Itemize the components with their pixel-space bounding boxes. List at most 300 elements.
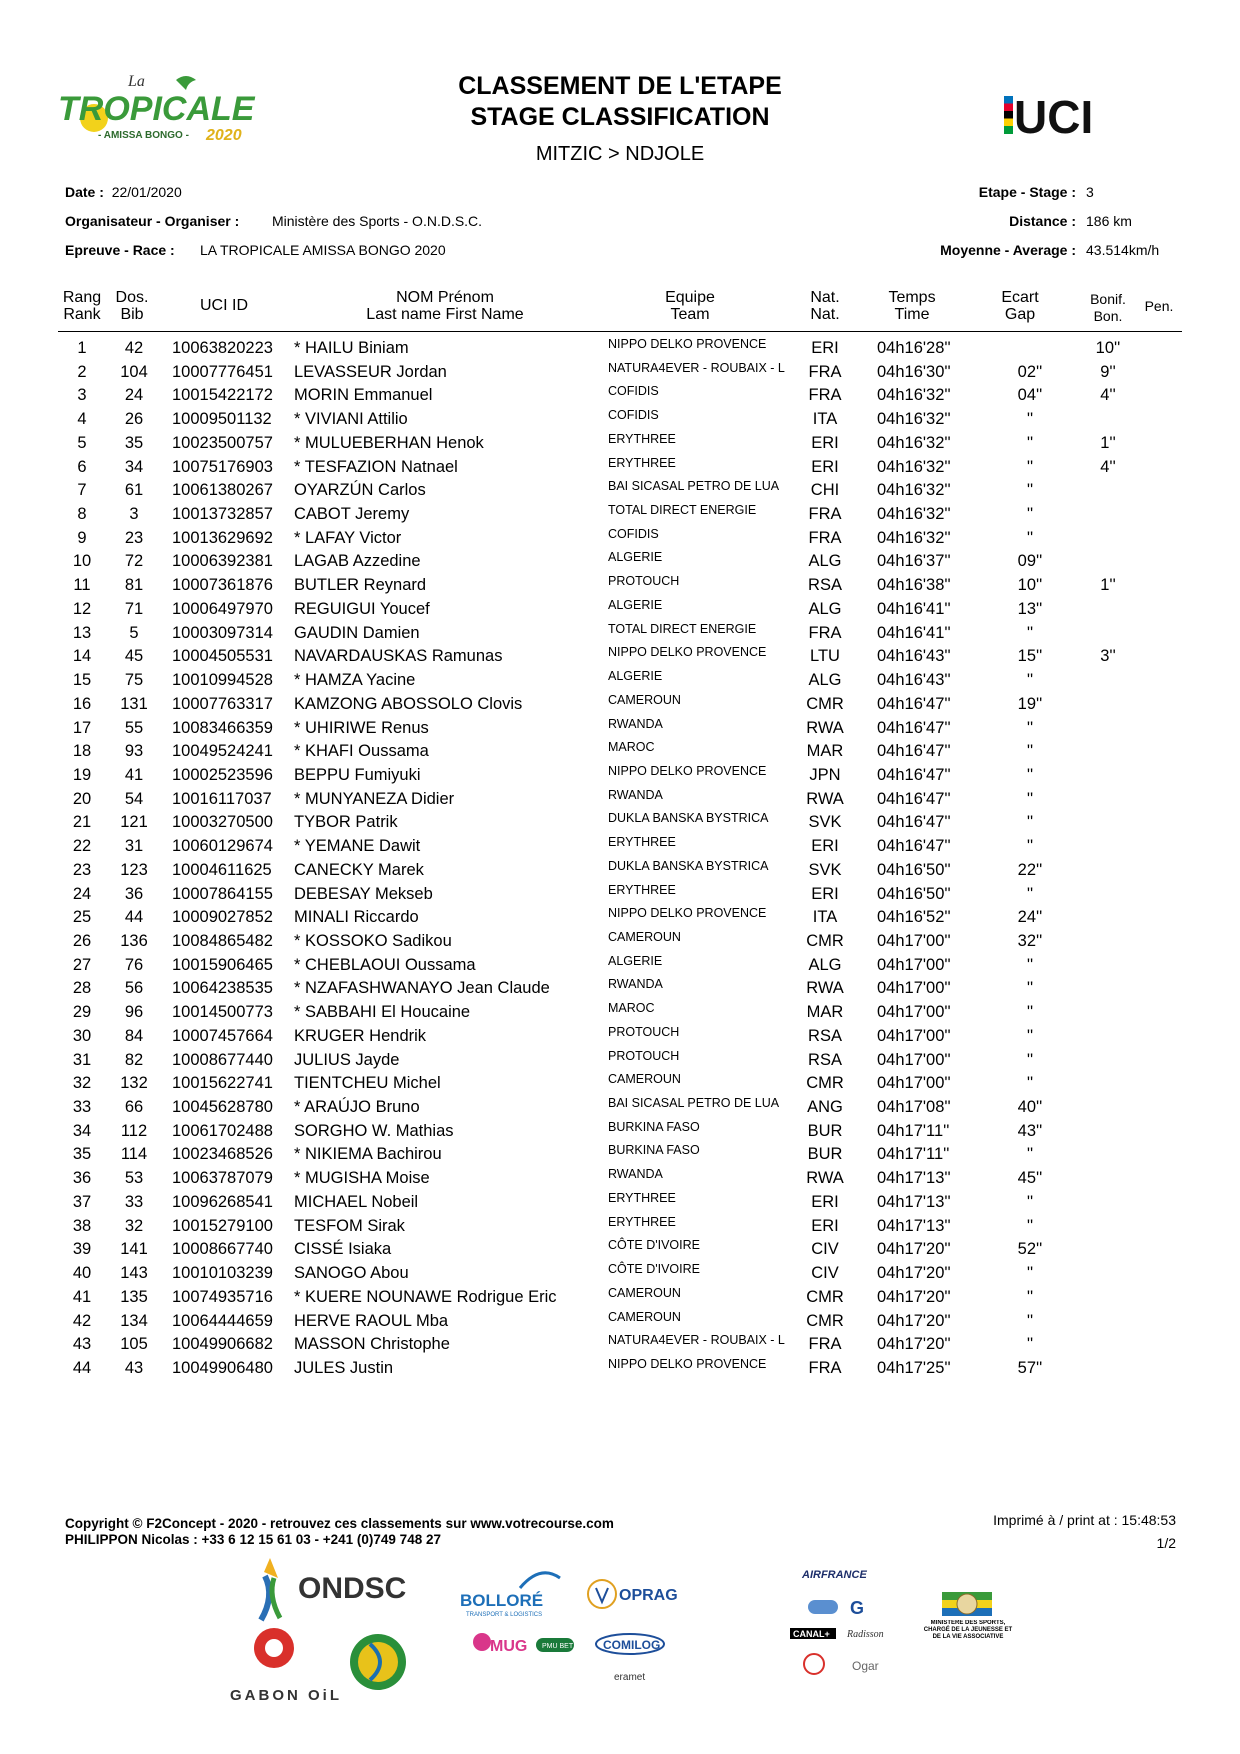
cell-team: TOTAL DIRECT ENERGIE bbox=[608, 503, 757, 518]
cell-rank: 33 bbox=[72, 1098, 92, 1117]
cell-uci: 10007864155 bbox=[172, 884, 273, 903]
cell-team: PROTOUCH bbox=[608, 574, 680, 589]
cell-rank: 12 bbox=[72, 599, 92, 618]
svg-text:CANAL+: CANAL+ bbox=[793, 1629, 830, 1639]
cell-name: * KOSSOKO Sadikou bbox=[294, 932, 452, 950]
cell-team: ERYTHREE bbox=[608, 431, 676, 446]
table-row bbox=[0, 358, 1240, 385]
cell-name: * VIVIANI Attilio bbox=[294, 410, 408, 429]
cell-time: 04h17'00'' bbox=[877, 1003, 951, 1022]
cell-bib: 44 bbox=[124, 908, 144, 927]
cell-name: * HAMZA Yacine bbox=[294, 671, 416, 690]
cell-name: * YEMANE Dawit bbox=[294, 837, 421, 856]
stage-value: 3 bbox=[1086, 184, 1094, 200]
gabon-oil-logo bbox=[230, 1628, 406, 1704]
cell-name: * MUNYANEZA Didier bbox=[294, 789, 455, 808]
cell-rank: 20 bbox=[72, 789, 92, 808]
cell-uci: 10007361876 bbox=[172, 576, 273, 595]
cell-rank: 42 bbox=[72, 1311, 92, 1330]
table-row bbox=[0, 500, 1240, 527]
svg-text:MUG: MUG bbox=[490, 1638, 528, 1655]
cell-bib: 34 bbox=[124, 457, 144, 476]
cell-time: 04h17'13'' bbox=[877, 1169, 951, 1188]
svg-text:Radisson: Radisson bbox=[847, 1629, 884, 1640]
cell-gap: '' bbox=[1026, 1003, 1034, 1022]
cell-bib: 134 bbox=[120, 1311, 148, 1330]
cell-gap: '' bbox=[1026, 1264, 1034, 1283]
cell-bib: 121 bbox=[120, 813, 148, 832]
cell-gap: '' bbox=[1026, 1074, 1034, 1093]
cell-gap: '' bbox=[1026, 433, 1034, 452]
cell-uci: 10064444659 bbox=[172, 1311, 273, 1330]
average-value: 43.514km/h bbox=[1086, 242, 1160, 258]
cell-uci: 10023500757 bbox=[172, 433, 273, 452]
svg-text:2020: 2020 bbox=[206, 127, 242, 144]
cell-time: 04h16'32'' bbox=[877, 457, 951, 476]
cell-bib: 105 bbox=[120, 1335, 148, 1354]
cell-team: BAI SICASAL PETRO DE LUA bbox=[608, 1096, 780, 1111]
cell-rank: 22 bbox=[72, 837, 92, 856]
cell-rank: 11 bbox=[73, 576, 91, 595]
cell-time: 04h17'13'' bbox=[877, 1216, 951, 1235]
cell-nat: ALG bbox=[808, 552, 842, 571]
cell-nat: LTU bbox=[810, 647, 840, 666]
cell-nat: ITA bbox=[812, 410, 838, 429]
cell-rank: 14 bbox=[72, 647, 92, 666]
cell-uci: 10015279100 bbox=[172, 1216, 273, 1235]
cell-uci: 10009027852 bbox=[172, 908, 273, 927]
table-row bbox=[0, 1164, 1240, 1191]
cell-gap: '' bbox=[1026, 813, 1034, 832]
cell-time: 04h17'20'' bbox=[877, 1335, 951, 1354]
cell-name: CABOT Jeremy bbox=[294, 505, 410, 524]
cell-uci: 10075176903 bbox=[172, 457, 273, 476]
cell-rank: 4 bbox=[77, 410, 87, 429]
cell-rank: 16 bbox=[72, 694, 92, 713]
cell-bib: 5 bbox=[129, 623, 139, 642]
cell-name: OYARZÚN Carlos bbox=[294, 481, 426, 500]
table-row bbox=[0, 1259, 1240, 1286]
cell-name: * MULUEBERHAN Henok bbox=[294, 433, 484, 452]
cell-time: 04h17'00'' bbox=[877, 1050, 951, 1069]
cell-nat: RWA bbox=[806, 789, 844, 808]
cell-team: ERYTHREE bbox=[608, 882, 676, 897]
cell-time: 04h16'38'' bbox=[877, 576, 951, 595]
mug-logo bbox=[473, 1633, 574, 1655]
cell-bon: 3'' bbox=[1100, 647, 1116, 666]
table-row bbox=[0, 1069, 1240, 1096]
cell-name: JULIUS Jayde bbox=[294, 1050, 400, 1069]
cell-time: 04h16'32'' bbox=[877, 433, 951, 452]
table-row bbox=[0, 1307, 1240, 1334]
cell-time: 04h16'47'' bbox=[877, 742, 951, 761]
table-row bbox=[0, 761, 1240, 788]
table-row bbox=[0, 334, 1240, 361]
table-row bbox=[0, 666, 1240, 693]
cell-name: TESFOM Sirak bbox=[294, 1216, 405, 1235]
cell-gap: 22'' bbox=[1017, 860, 1043, 879]
cell-name: KAMZONG ABOSSOLO Clovis bbox=[294, 694, 523, 713]
cell-name: * KHAFI Oussama bbox=[294, 742, 429, 761]
col-team-header: Equipe Team bbox=[665, 289, 715, 323]
cell-team: MAROC bbox=[608, 740, 655, 755]
cell-rank: 36 bbox=[72, 1169, 92, 1188]
cell-uci: 10009501132 bbox=[172, 410, 272, 429]
table-row bbox=[0, 714, 1240, 741]
svg-text:Ogar: Ogar bbox=[852, 1659, 879, 1673]
cell-team: CAMEROUN bbox=[608, 692, 681, 707]
cell-uci: 10015622741 bbox=[172, 1074, 273, 1093]
cell-rank: 29 bbox=[72, 1003, 92, 1022]
cell-nat: MAR bbox=[806, 1003, 844, 1022]
cell-time: 04h16'43'' bbox=[877, 671, 951, 690]
cell-nat: SVK bbox=[808, 813, 842, 832]
cell-time: 04h16'41'' bbox=[877, 599, 951, 618]
cell-team: RWANDA bbox=[608, 977, 663, 992]
cell-rank: 31 bbox=[72, 1050, 92, 1069]
cell-gap: '' bbox=[1026, 1287, 1034, 1306]
table-row bbox=[0, 951, 1240, 978]
ondsc-logo bbox=[261, 1558, 406, 1620]
cell-bib: 135 bbox=[120, 1287, 148, 1306]
cell-time: 04h17'11'' bbox=[877, 1145, 950, 1164]
cell-time: 04h17'13'' bbox=[877, 1192, 951, 1211]
cell-name: TIENTCHEU Michel bbox=[294, 1074, 441, 1093]
cell-nat: CMR bbox=[806, 694, 844, 713]
cell-time: 04h16'30'' bbox=[877, 362, 951, 381]
cell-time: 04h16'47'' bbox=[877, 718, 951, 737]
cell-uci: 10010994528 bbox=[172, 671, 273, 690]
cell-name: NAVARDAUSKAS Ramunas bbox=[294, 647, 503, 666]
cell-name: HERVE RAOUL Mba bbox=[294, 1311, 449, 1330]
cell-team: TOTAL DIRECT ENERGIE bbox=[608, 621, 757, 636]
table-row bbox=[0, 1235, 1240, 1262]
cell-time: 04h17'20'' bbox=[877, 1287, 951, 1306]
table-row bbox=[0, 1330, 1240, 1357]
cell-team: NIPPO DELKO PROVENCE bbox=[608, 337, 767, 351]
table-row bbox=[0, 903, 1240, 930]
cell-nat: ALG bbox=[808, 671, 842, 690]
cell-name: SANOGO Abou bbox=[294, 1264, 409, 1283]
cell-time: 04h16'47'' bbox=[877, 837, 951, 856]
cell-uci: 10016117037 bbox=[172, 789, 272, 808]
cell-nat: RWA bbox=[806, 979, 844, 998]
cell-name: TYBOR Patrik bbox=[294, 813, 398, 832]
cell-team: CAMEROUN bbox=[608, 1309, 681, 1324]
table-row bbox=[0, 1283, 1240, 1310]
col-name-header: NOM Prénom Last name First Name bbox=[366, 289, 524, 323]
cell-team: COFIDIS bbox=[608, 408, 659, 423]
cell-nat: RSA bbox=[808, 576, 842, 595]
cell-uci: 10010103239 bbox=[172, 1264, 273, 1283]
cell-rank: 23 bbox=[72, 860, 92, 879]
cell-rank: 18 bbox=[72, 742, 92, 761]
cell-nat: JPN bbox=[809, 765, 841, 784]
svg-text:AIRFRANCE: AIRFRANCE bbox=[802, 1569, 867, 1581]
cell-nat: FRA bbox=[808, 1358, 842, 1377]
cell-gap: '' bbox=[1026, 1216, 1034, 1235]
cell-bib: 45 bbox=[124, 647, 144, 666]
cell-time: 04h16'28'' bbox=[877, 339, 951, 357]
cell-team: CÔTE D'IVOIRE bbox=[608, 1238, 700, 1253]
svg-text:UCI: UCI bbox=[1014, 94, 1094, 136]
cell-nat: CMR bbox=[806, 932, 844, 950]
cell-uci: 10006392381 bbox=[172, 552, 273, 571]
cell-team: CÔTE D'IVOIRE bbox=[608, 1262, 700, 1277]
cell-time: 04h16'47'' bbox=[877, 813, 951, 832]
cell-bib: 24 bbox=[124, 386, 144, 405]
table-row bbox=[0, 571, 1240, 598]
cell-nat: CIV bbox=[811, 1240, 839, 1259]
comilog-logo bbox=[596, 1634, 664, 1683]
cell-name: MASSON Christophe bbox=[294, 1335, 450, 1354]
cell-rank: 17 bbox=[72, 718, 92, 737]
table-row bbox=[0, 808, 1240, 835]
cell-nat: ERI bbox=[811, 1216, 839, 1235]
svg-text:TRANSPORT & LOGISTICS: TRANSPORT & LOGISTICS bbox=[466, 1612, 543, 1618]
cell-nat: ALG bbox=[808, 599, 842, 618]
cell-nat: FRA bbox=[808, 505, 842, 524]
cell-gap: '' bbox=[1026, 765, 1034, 784]
cell-rank: 34 bbox=[72, 1121, 92, 1140]
cell-rank: 30 bbox=[72, 1026, 92, 1045]
table-row bbox=[0, 832, 1240, 859]
table-row bbox=[0, 880, 1240, 907]
table-row bbox=[0, 927, 1240, 954]
cell-gap: 09'' bbox=[1017, 552, 1043, 571]
cell-rank: 40 bbox=[72, 1264, 92, 1283]
cell-rank: 27 bbox=[72, 955, 92, 974]
cell-nat: FRA bbox=[808, 1335, 842, 1354]
cell-team: MAROC bbox=[608, 1001, 655, 1016]
cell-bib: 93 bbox=[124, 742, 144, 761]
cell-bib: 84 bbox=[124, 1026, 144, 1045]
cell-time: 04h17'25'' bbox=[877, 1358, 951, 1377]
cell-time: 04h16'32'' bbox=[877, 410, 951, 429]
cell-nat: FRA bbox=[808, 362, 842, 381]
organiser-value: Ministère des Sports - O.N.D.S.C. bbox=[272, 213, 483, 229]
cell-team: ERYTHREE bbox=[608, 835, 676, 850]
cell-rank: 26 bbox=[72, 932, 92, 950]
cell-name: MINALI Riccardo bbox=[294, 908, 419, 927]
cell-uci: 10049906682 bbox=[172, 1335, 273, 1354]
cell-uci: 10007457664 bbox=[172, 1026, 273, 1045]
cell-name: DEBESAY Mekseb bbox=[294, 884, 433, 903]
table-row bbox=[0, 1354, 1240, 1381]
table-row bbox=[0, 405, 1240, 432]
cell-bib: 55 bbox=[124, 718, 144, 737]
tropicale-logo bbox=[58, 72, 276, 150]
cell-gap: 13'' bbox=[1017, 599, 1043, 618]
cell-team: BAI SICASAL PETRO DE LUA bbox=[608, 479, 780, 494]
race-field: Epreuve - Race : bbox=[65, 242, 175, 258]
cell-nat: ANG bbox=[807, 1098, 843, 1117]
cell-team: ALGERIE bbox=[608, 597, 663, 612]
cell-name: * LAFAY Victor bbox=[294, 528, 402, 547]
cell-gap: '' bbox=[1026, 1145, 1034, 1164]
cell-bib: 42 bbox=[124, 339, 144, 357]
cell-gap: '' bbox=[1026, 884, 1034, 903]
cell-name: GAUDIN Damien bbox=[294, 623, 420, 642]
cell-time: 04h17'00'' bbox=[877, 932, 951, 950]
table-row bbox=[0, 1188, 1240, 1215]
cell-uci: 10006497970 bbox=[172, 599, 273, 618]
cell-rank: 13 bbox=[72, 623, 92, 642]
cell-name: * UHIRIWE Renus bbox=[294, 718, 429, 737]
cell-bib: 35 bbox=[124, 433, 144, 452]
col-bib-header: Dos. Bib bbox=[115, 289, 149, 323]
cell-uci: 10003270500 bbox=[172, 813, 273, 832]
cell-gap: '' bbox=[1026, 1026, 1034, 1045]
cell-rank: 41 bbox=[72, 1287, 92, 1306]
organiser-field: Organisateur - Organiser : bbox=[65, 213, 240, 229]
title-en: STAGE CLASSIFICATION bbox=[470, 103, 770, 131]
svg-text:ONDSC: ONDSC bbox=[298, 1572, 407, 1605]
cell-nat: MAR bbox=[806, 742, 844, 761]
cell-gap: '' bbox=[1026, 955, 1034, 974]
cell-rank: 7 bbox=[77, 481, 87, 500]
cell-name: * MUGISHA Moise bbox=[294, 1169, 430, 1188]
cell-uci: 10074935716 bbox=[172, 1287, 273, 1306]
cell-nat: ALG bbox=[808, 955, 842, 974]
table-row bbox=[0, 785, 1240, 812]
cell-team: ALGERIE bbox=[608, 550, 663, 565]
cell-team: BURKINA FASO bbox=[608, 1119, 700, 1134]
svg-text:COMILOG: COMILOG bbox=[603, 1638, 661, 1652]
cell-bib: 81 bbox=[124, 576, 144, 595]
cell-nat: CMR bbox=[806, 1074, 844, 1093]
cell-time: 04h16'50'' bbox=[877, 860, 951, 879]
cell-bib: 41 bbox=[124, 765, 144, 784]
cell-time: 04h17'20'' bbox=[877, 1264, 951, 1283]
cell-uci: 10007776451 bbox=[172, 362, 273, 381]
cell-time: 04h16'50'' bbox=[877, 884, 951, 903]
cell-name: LAGAB Azzedine bbox=[294, 552, 421, 571]
cell-time: 04h16'32'' bbox=[877, 386, 951, 405]
cell-gap: '' bbox=[1026, 671, 1034, 690]
cell-rank: 43 bbox=[72, 1335, 92, 1354]
airfrance-logo bbox=[790, 1569, 884, 1674]
cell-bon: 1'' bbox=[1100, 576, 1116, 595]
cell-rank: 8 bbox=[77, 505, 87, 524]
cell-gap: 40'' bbox=[1017, 1098, 1043, 1117]
cell-time: 04h16'47'' bbox=[877, 765, 951, 784]
cell-uci: 10003097314 bbox=[172, 623, 273, 642]
table-row bbox=[0, 737, 1240, 764]
cell-bib: 33 bbox=[124, 1192, 144, 1211]
cell-bib: 32 bbox=[124, 1216, 144, 1235]
cell-name: * NZAFASHWANAYO Jean Claude bbox=[294, 979, 550, 998]
cell-uci: 10084865482 bbox=[172, 932, 273, 950]
cell-bib: 23 bbox=[124, 528, 144, 547]
cell-uci: 10049906480 bbox=[172, 1358, 273, 1377]
cell-uci: 10015422172 bbox=[172, 386, 273, 405]
cell-bib: 72 bbox=[124, 552, 144, 571]
cell-bib: 131 bbox=[120, 694, 148, 713]
cell-name: REGUIGUI Youcef bbox=[294, 599, 430, 618]
cell-time: 04h16'47'' bbox=[877, 694, 951, 713]
cell-uci: 10083466359 bbox=[172, 718, 273, 737]
cell-bib: 53 bbox=[124, 1169, 144, 1188]
col-nat-header: Nat. Nat. bbox=[810, 289, 840, 323]
cell-uci: 10004505531 bbox=[172, 647, 273, 666]
cell-nat: RWA bbox=[806, 1169, 844, 1188]
col-pen-header: Pen. bbox=[1144, 298, 1174, 314]
cell-team: DUKLA BANSKA BYSTRICA bbox=[608, 858, 769, 873]
table-row bbox=[0, 1022, 1240, 1049]
cell-gap: '' bbox=[1026, 1192, 1034, 1211]
cell-rank: 28 bbox=[72, 979, 92, 998]
ministere-logo: MINISTERE DES SPORTS, CHARGÉ DE LA JEUNESSE ET DE LA VIE ASSOCIATIVE bbox=[920, 1592, 1016, 1660]
cell-rank: 35 bbox=[72, 1145, 92, 1164]
cell-time: 04h16'37'' bbox=[877, 552, 951, 571]
cell-bib: 66 bbox=[124, 1098, 144, 1117]
cell-bib: 31 bbox=[124, 837, 144, 856]
cell-gap: '' bbox=[1026, 837, 1034, 856]
cell-uci: 10064238535 bbox=[172, 979, 273, 998]
cell-uci: 10013732857 bbox=[172, 505, 273, 524]
distance-label: Distance : bbox=[1009, 213, 1076, 229]
cell-uci: 10063787079 bbox=[172, 1169, 273, 1188]
cell-team: CAMEROUN bbox=[608, 1072, 681, 1087]
cell-time: 04h17'20'' bbox=[877, 1240, 951, 1259]
cell-team: ERYTHREE bbox=[608, 1214, 676, 1229]
cell-team: COFIDIS bbox=[608, 526, 659, 541]
cell-gap: '' bbox=[1026, 481, 1034, 500]
cell-uci: 10013629692 bbox=[172, 528, 273, 547]
cell-rank: 9 bbox=[77, 528, 87, 547]
cell-gap: 43'' bbox=[1017, 1121, 1043, 1140]
svg-text:GABON OiL: GABON OiL bbox=[230, 1687, 342, 1704]
cell-name: * CHEBLAOUI Oussama bbox=[294, 955, 476, 974]
cell-name: BEPPU Fumiyuki bbox=[294, 765, 421, 784]
cell-name: * ARAÚJO Bruno bbox=[294, 1098, 420, 1117]
cell-bib: 96 bbox=[124, 1003, 144, 1022]
contact-text: PHILIPPON Nicolas : +33 6 12 15 61 03 - +241 (0)749 748 27 bbox=[65, 1532, 441, 1547]
table-row bbox=[0, 1046, 1240, 1073]
cell-bib: 123 bbox=[120, 860, 148, 879]
cell-rank: 44 bbox=[72, 1358, 92, 1377]
cell-uci: 10060129674 bbox=[172, 837, 273, 856]
cell-nat: SVK bbox=[808, 860, 842, 879]
svg-text:eramet: eramet bbox=[614, 1672, 646, 1683]
page-number: 1/2 bbox=[1156, 1535, 1176, 1551]
cell-nat: CMR bbox=[806, 1311, 844, 1330]
cell-nat: RSA bbox=[808, 1050, 842, 1069]
cell-time: 04h17'00'' bbox=[877, 1074, 951, 1093]
cell-name: LEVASSEUR Jordan bbox=[294, 362, 447, 381]
cell-rank: 32 bbox=[72, 1074, 92, 1093]
cell-nat: FRA bbox=[808, 528, 842, 547]
printed-time: Imprimé à / print at : 15:48:53 bbox=[993, 1512, 1176, 1528]
cell-time: 04h17'11'' bbox=[877, 1121, 950, 1140]
cell-bib: 54 bbox=[124, 789, 144, 808]
cell-team: RWANDA bbox=[608, 787, 663, 802]
table-row bbox=[0, 1117, 1240, 1144]
table-row bbox=[0, 690, 1240, 717]
cell-team: RWANDA bbox=[608, 716, 663, 731]
oprag-logo bbox=[588, 1580, 678, 1608]
cell-uci: 10008667740 bbox=[172, 1240, 273, 1259]
uci-logo bbox=[1004, 94, 1124, 136]
cell-team: PROTOUCH bbox=[608, 1048, 680, 1063]
svg-text:- AMISSA BONGO -: - AMISSA BONGO - bbox=[98, 130, 189, 141]
cell-rank: 37 bbox=[72, 1192, 92, 1211]
cell-name: SORGHO W. Mathias bbox=[294, 1121, 454, 1140]
cell-gap: 02'' bbox=[1017, 362, 1043, 381]
table-row bbox=[0, 619, 1240, 646]
table-row bbox=[0, 974, 1240, 1001]
